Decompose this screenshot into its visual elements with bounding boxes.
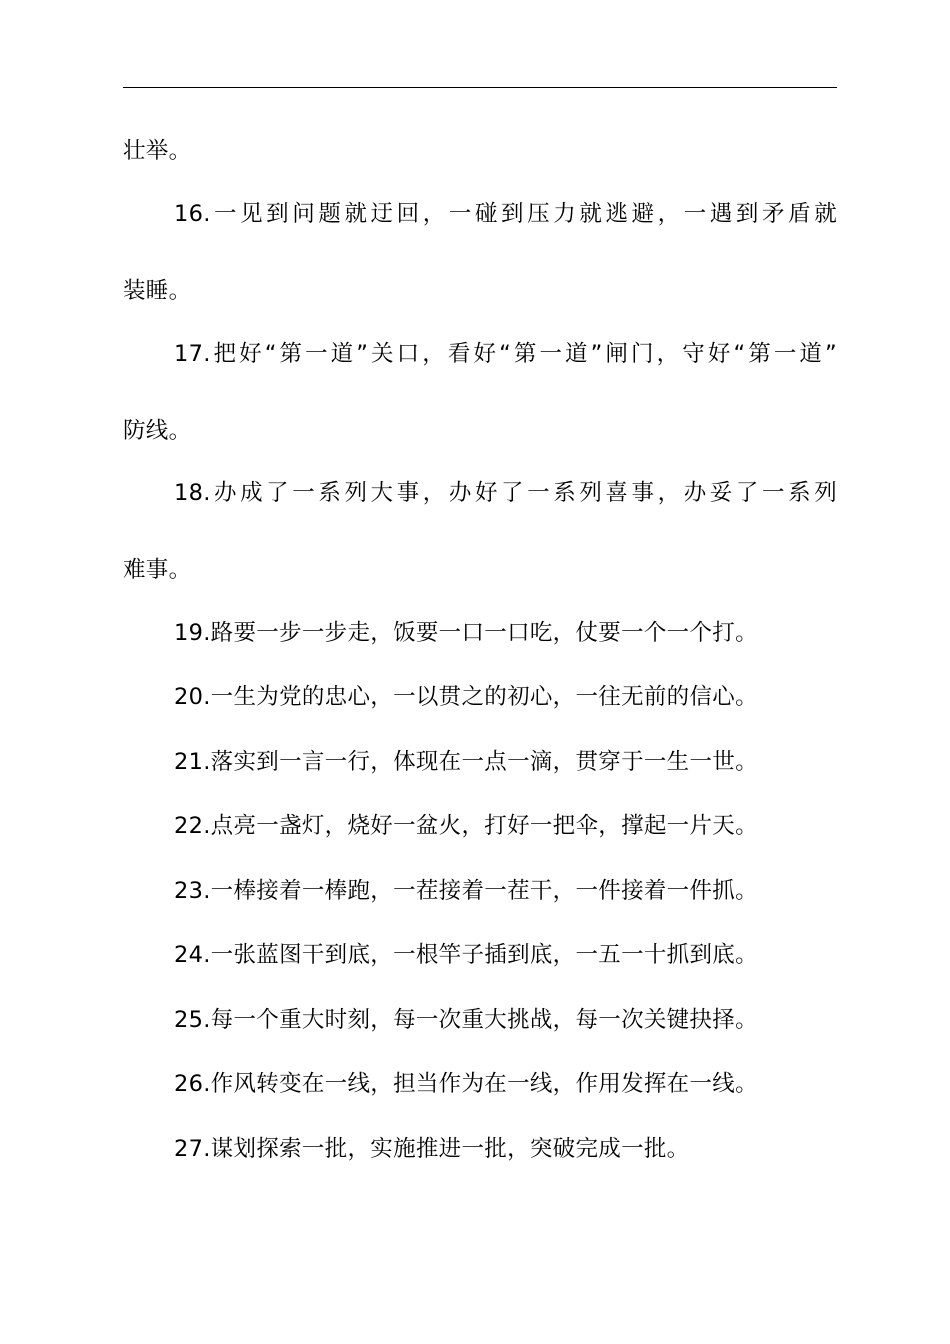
text-line: 防线。 — [123, 418, 192, 444]
text-line: 难事。 — [123, 557, 192, 583]
text-line: 26.作风转变在一线，担当作为在一线，作用发挥在一线。 — [174, 1071, 758, 1097]
text-line: 27.谋划探索一批，实施推进一批，突破完成一批。 — [174, 1136, 690, 1162]
text-line: 20.一生为党的忠心，一以贯之的初心，一往无前的信心。 — [174, 684, 758, 710]
text-line: 21.落实到一言一行，体现在一点一滴，贯穿于一生一世。 — [174, 749, 758, 775]
text-line: 24.一张蓝图干到底，一根竿子插到底，一五一十抓到底。 — [174, 942, 758, 968]
text-line: 壮举。 — [123, 138, 192, 164]
header-rule — [123, 87, 837, 88]
text-line: 18.办成了一系列大事，办好了一系列喜事，办妥了一系列 — [174, 480, 837, 506]
text-line: 装睡。 — [123, 278, 192, 304]
text-line: 17.把好“第一道”关口，看好“第一道”闸门，守好“第一道” — [174, 341, 837, 367]
text-line: 23.一棒接着一棒跑，一茬接着一茬干，一件接着一件抓。 — [174, 878, 758, 904]
text-line: 25.每一个重大时刻，每一次重大挑战，每一次关键抉择。 — [174, 1007, 758, 1033]
text-line: 16.一见到问题就迂回，一碰到压力就逃避，一遇到矛盾就 — [174, 201, 837, 227]
text-line: 22.点亮一盏灯，烧好一盆火，打好一把伞，撑起一片天。 — [174, 813, 758, 839]
text-line: 19.路要一步一步走，饭要一口一口吃，仗要一个一个打。 — [174, 620, 758, 646]
